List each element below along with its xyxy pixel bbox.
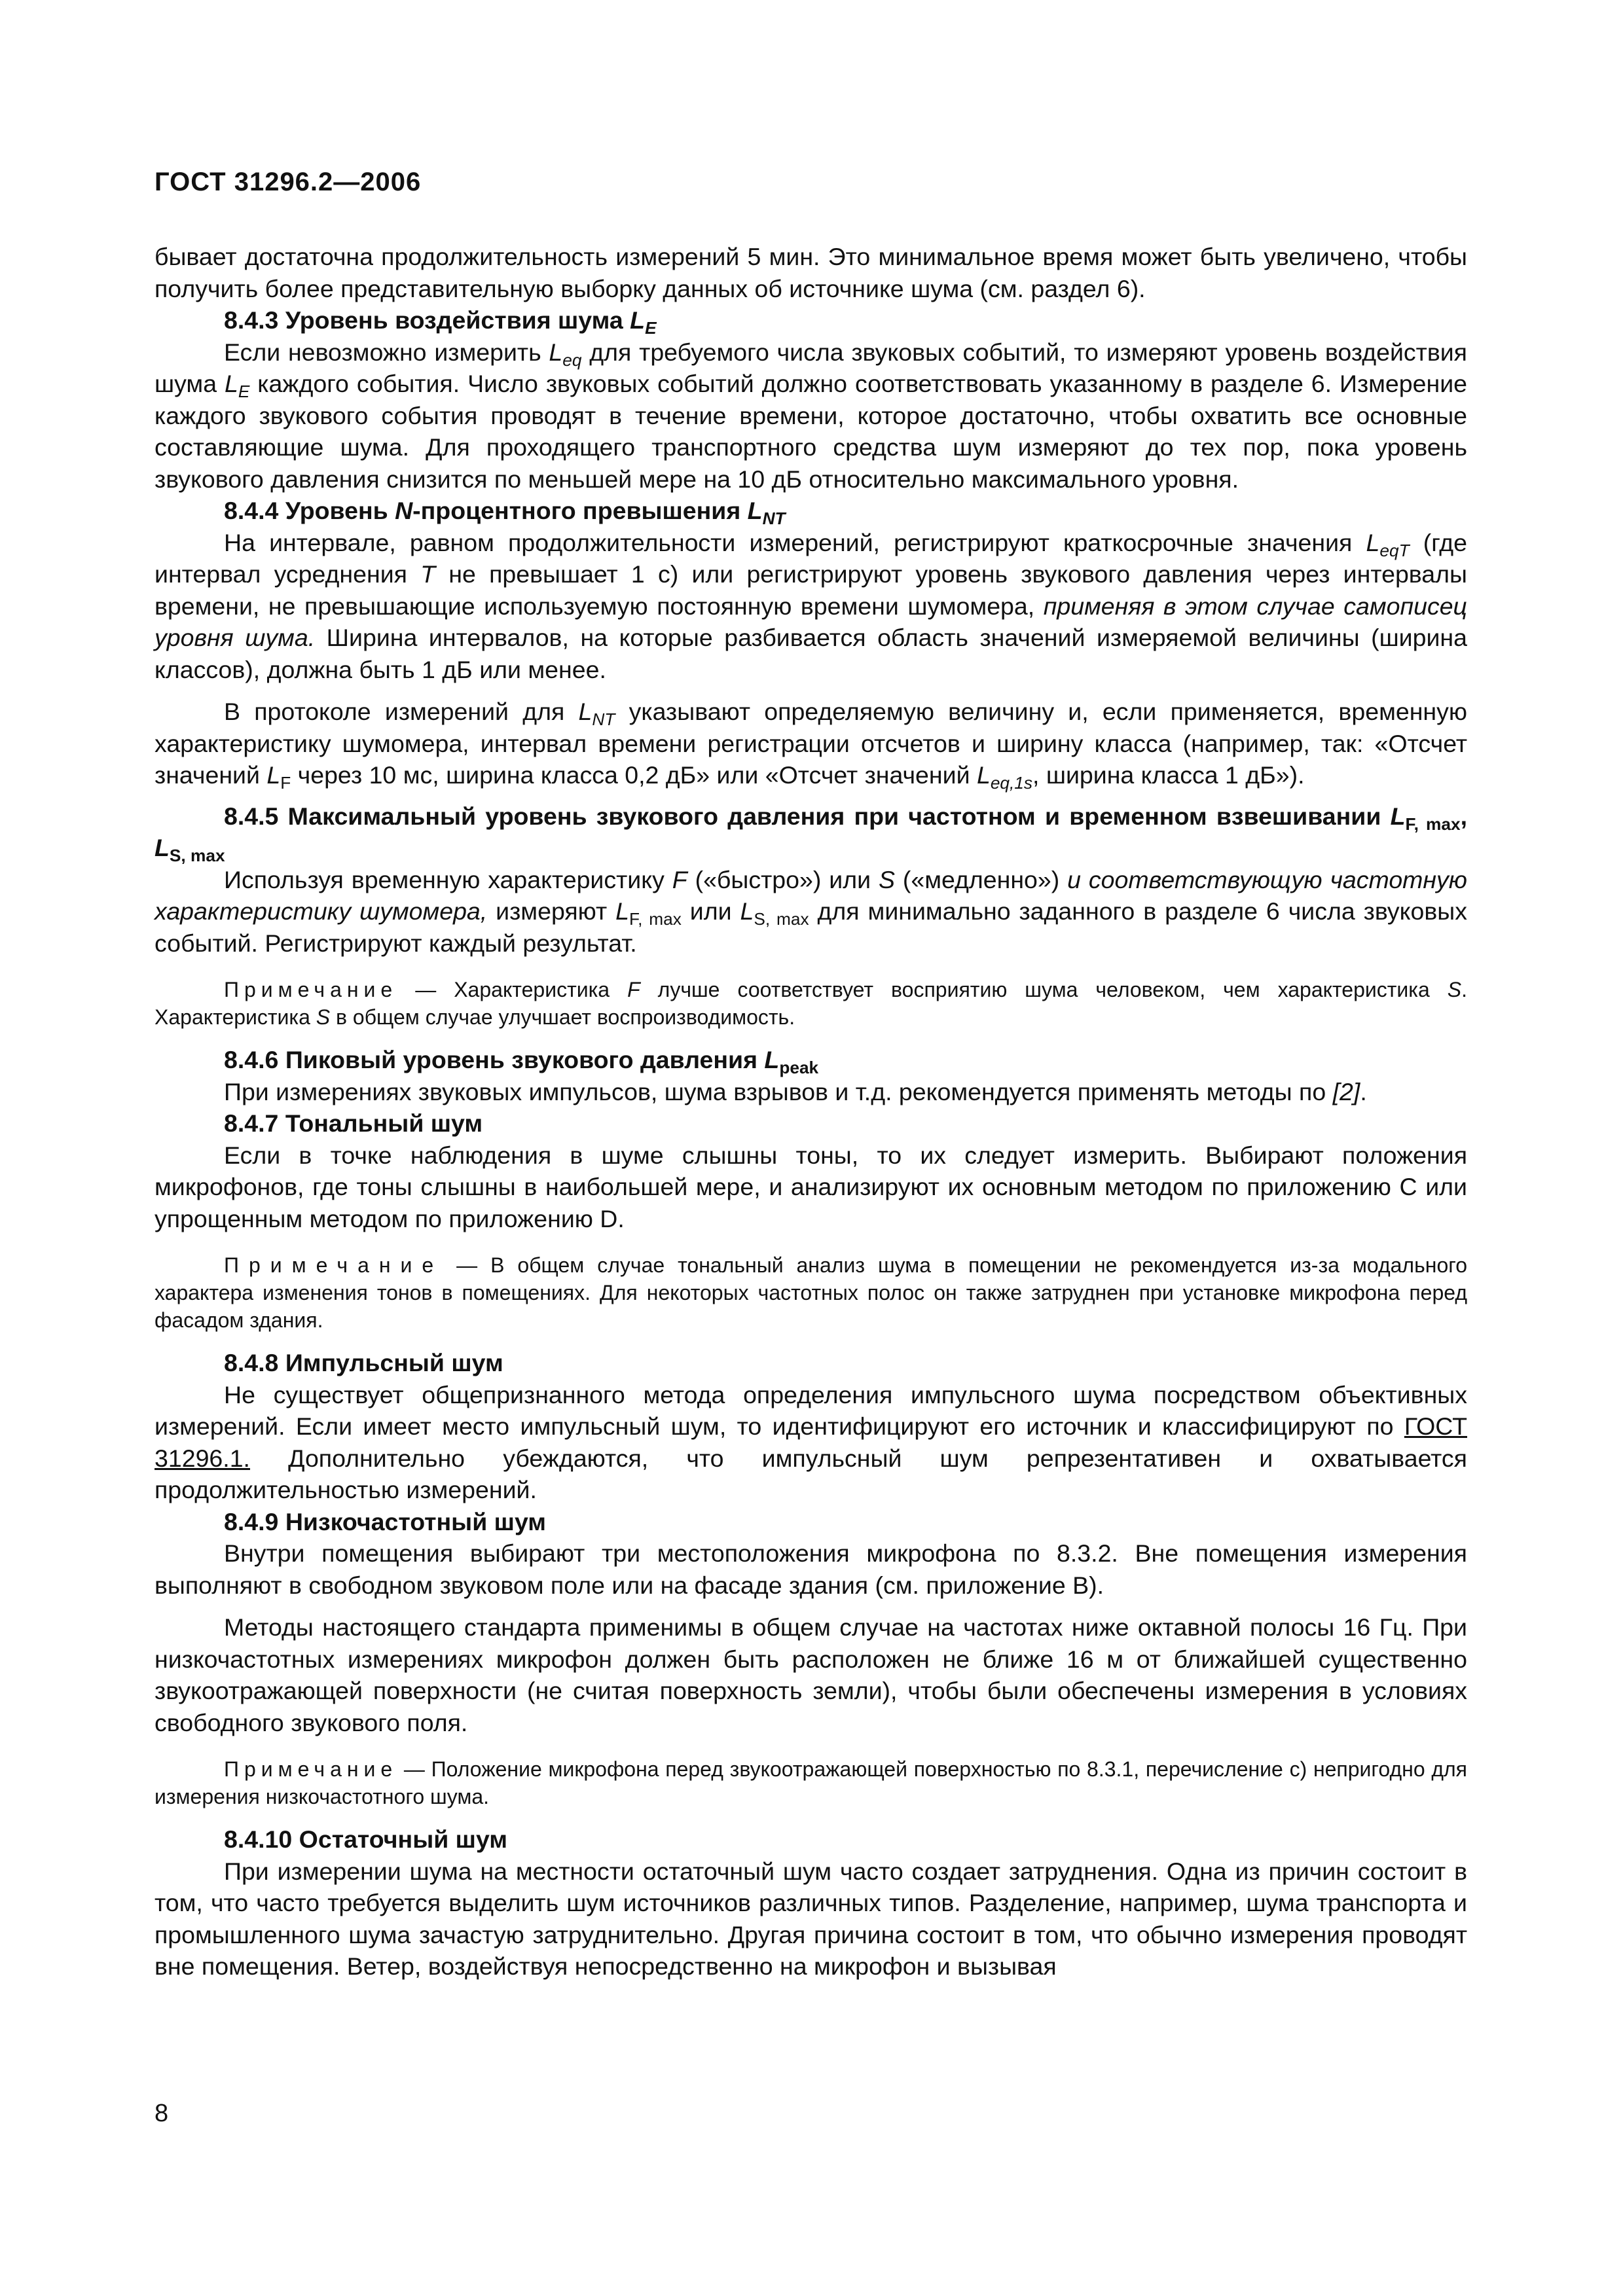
section-heading-8-4-3: 8.4.3 Уровень воздействия шума $L_E$ <box>224 306 657 338</box>
note: Примечание — Характеристика F лучше соответствует восприятию шума человеком, чем характеристика S. Характеристика S в общем случае улучшает воспроизводимость. <box>155 978 1468 1029</box>
section-heading-8-4-10: 8.4.10 Остаточный шум <box>224 1825 508 1853</box>
paragraph: бывает достаточна продолжительность измерений 5 мин. Это минимальное время может быть увеличено, чтобы получить более представительную выборку данных об источнике шума (см. раздел 6). <box>155 243 1467 302</box>
section-heading-8-4-5: 8.4.5 Максимальный уровень звукового давления при частотном и временном взвешивании $L_{F, max}$, $L_{S, max}$ <box>155 802 1468 865</box>
section-heading-8-4-6: 8.4.6 Пиковый уровень звукового давления $L_{peak}$ <box>224 1046 819 1077</box>
paragraph: Не существует общепризнанного метода определения импульсного шума посредством объективных измерений. Если имеет место импульсный шум, то идентифицируют его источник и классифицируют по ГОСТ 31296.1. Дополнительно убеждаются, что импульсный шум репрезентативен и охватывается продолжительностью измерений. <box>155 1380 1467 1503</box>
paragraph: Если невозможно измерить $L_{eq}$ для требуемого числа звуковых событий, то измеряют уровень воздействия шума $L_E$ каждого события. Число звуковых событий должно соответствовать указанному в разделе 6. Измерение каждого звукового события проводят в течение времени, которое достаточно, чтобы охватить все основные составляющие шума. Для проходящего транспортного средства шум измеряют до тех пор, пока уровень звукового давления снизится по меньшей мере на 10 дБ относительно максимального уровня. <box>155 338 1468 493</box>
page-number: 8 <box>155 2100 169 2127</box>
section-heading-8-4-9: 8.4.9 Низкочастотный шум <box>224 1507 547 1535</box>
note: Примечание — В общем случае тональный анализ шума в помещении не рекомендуется из-за модального характера изменения тонов в помещениях. Для некоторых частотных полос он также затруднен при установке микрофона перед фасадом здания. <box>155 1253 1467 1332</box>
paragraph: Если в точке наблюдения в шуме слышны тоны, то их следует измерить. Выбирают положения микрофонов, где тоны слышны в наибольшей мере, и анализируют их основным методом по приложению С или упрощенным методом по приложению D. <box>155 1141 1467 1232</box>
document-code: ГОСТ 31296.2—2006 <box>155 168 422 196</box>
paragraph: Внутри помещения выбирают три местоположения микрофона по 8.3.2. Вне помещения измерения выполняют в свободном звуковом поле или на фасаде здания (см. приложение В). <box>155 1539 1467 1599</box>
paragraph: При измерениях звуковых импульсов, шума взрывов и т.д. рекомендуется применять методы по [2]. <box>224 1077 1367 1105</box>
section-heading-8-4-7: 8.4.7 Тональный шум <box>224 1109 483 1137</box>
paragraph: Методы настоящего стандарта применимы в общем случае на частотах ниже октавной полосы 16 Гц. При низкочастотных измерениях микрофон должен быть расположен не ближе 16 м от ближайшей существенно звукоотражающей поверхности (не считая поверхность земли), чтобы были обеспечены измерения в условиях свободного звукового поля. <box>155 1613 1467 1736</box>
paragraph: В протоколе измерений для $L_{NT}$ указывают определяемую величину и, если применяется, временную характеристику шумомера, интервал времени регистрации отсчетов и ширину класса (например, так: «Отсчет значений $L_F$ через 10 мс, ширина класса 0,2 дБ» или «Отсчет значений $L_{eq,1s}$, ширина класса 1 дБ»). <box>155 698 1467 793</box>
note: Примечание — Положение микрофона перед звукоотражающей поверхностью по 8.3.1, перечисление с) непригодно для измерения низкочастотного шума. <box>155 1757 1467 1808</box>
paragraph: Используя временную характеристику F («быстро») или S («медленно») и соответствующую частотную характеристику шумомера, измеряют $L_{F, max}$ или $L_{S, max}$ для минимально заданного в разделе 6 числа звуковых событий. Регистрируют каждый результат. <box>155 865 1468 957</box>
section-heading-8-4-8: 8.4.8 Импульсный шум <box>224 1349 503 1376</box>
gost-reference-link[interactable]: ГОСТ 31296.1. <box>155 1412 1467 1472</box>
section-heading-8-4-4: 8.4.4 Уровень N-процентного превышения $L_{NT}$ <box>224 497 786 528</box>
paragraph: На интервале, равном продолжительности измерений, регистрируют краткосрочные значения $L_{eqT}$ (где интервал усреднения T не превышает 1 с) или регистрируют уровень звукового давления через интервалы времени, не превышающие используемую постоянную времени шумомера, применяя в этом случае самописец уровня шума. Ширина интервалов, на которые разбивается область значений измеряемой величины (ширина классов), должна быть 1 дБ или менее. <box>155 528 1467 683</box>
page-content <box>155 241 1467 1982</box>
paragraph: При измерении шума на местности остаточный шум часто создает затруднения. Одна из причин состоит в том, что часто требуется выделить шум источников различных типов. Разделение, например, шума транспорта и промышленного шума зачастую затруднительно. Другая причина состоит в том, что обычно измерения проводят вне помещения. Ветер, воздействуя непосредственно на микрофон и вызывая <box>155 1857 1467 1980</box>
